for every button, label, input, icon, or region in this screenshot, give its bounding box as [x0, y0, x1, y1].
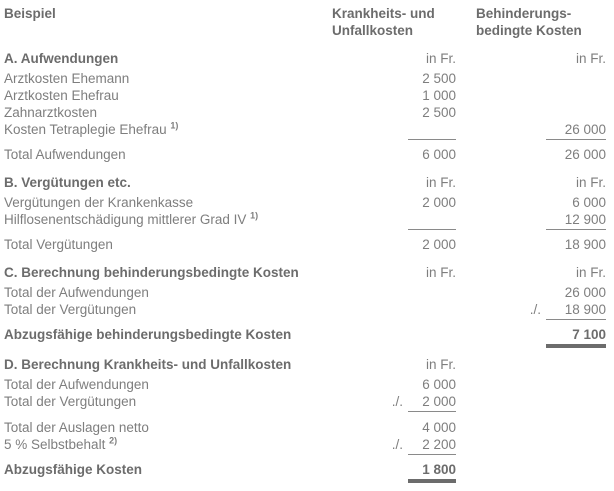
section — [4, 174, 606, 253]
total-label-cell — [4, 236, 332, 253]
row-label-cell — [4, 284, 332, 301]
row-label: Total der Vergütungen — [4, 394, 137, 409]
table-row — [4, 284, 606, 301]
value-cell-col1 — [332, 376, 456, 393]
value-cell-col2 — [456, 284, 606, 301]
value-cell-col1 — [332, 87, 456, 104]
section-heading-row — [4, 50, 606, 67]
row-label: Zahnarztkosten — [4, 105, 98, 120]
value-cell-col1 — [332, 121, 456, 140]
value-col1: 1 000 — [422, 88, 456, 103]
unit-cell-col2 — [456, 174, 606, 191]
footnote-ref: 2) — [109, 435, 118, 446]
value-col2: 18 900 — [546, 301, 606, 320]
value-col2: 6 000 — [572, 195, 606, 210]
total-row — [4, 236, 606, 253]
footnote-ref: 1) — [250, 210, 259, 221]
table-row — [4, 121, 606, 140]
value-col2: 26 000 — [564, 285, 606, 300]
value-cell-col1 — [332, 104, 456, 121]
row-label-cell — [4, 211, 332, 228]
table-row — [4, 211, 606, 230]
table-header-row — [4, 5, 606, 39]
section-heading: B. Vergütungen etc. — [4, 175, 131, 190]
value-col2: 26 000 — [564, 147, 606, 162]
minus-sign: ./. — [391, 437, 403, 452]
row-label: Kosten Tetraplegie Ehefrau — [4, 122, 167, 137]
section-heading: D. Berechnung Krankheits- und Unfallkosten — [4, 357, 292, 372]
value-col2: 18 900 — [564, 237, 606, 252]
value-col1: 6 000 — [422, 147, 456, 162]
minus-sign: ./. — [391, 394, 403, 409]
value-col2: 12 900 — [546, 211, 606, 230]
column-header-line: Behinderungs- — [476, 6, 572, 21]
unit-label: in Fr. — [575, 265, 606, 280]
column-header-krankheits-unfallkosten — [332, 5, 456, 39]
unit-cell-col2 — [456, 50, 606, 67]
unit-label: in Fr. — [425, 175, 456, 190]
unit-label: in Fr. — [425, 51, 456, 66]
section-heading-row — [4, 264, 606, 281]
value-col2: 7 100 — [546, 326, 606, 345]
column-header-beispiel: Beispiel — [4, 6, 56, 21]
total-label: Total Vergütungen — [4, 237, 113, 252]
table-row — [4, 393, 606, 412]
table-row — [4, 436, 606, 455]
value-col1: 1 800 — [408, 461, 456, 480]
value-cell-col1 — [332, 436, 456, 455]
row-label-cell — [4, 87, 332, 104]
value-col1: 2 500 — [422, 105, 456, 120]
row-label-cell — [4, 104, 332, 121]
row-label-cell — [4, 376, 332, 393]
value-cell-col2 — [456, 211, 606, 230]
table-row — [4, 376, 606, 393]
value-col1: 4 000 — [422, 420, 456, 435]
footnote-ref: 1) — [170, 120, 179, 131]
row-label-cell — [4, 194, 332, 211]
value-col1: 6 000 — [422, 377, 456, 392]
value-col1: 2 000 — [422, 195, 456, 210]
total-label-cell — [4, 146, 332, 163]
value-cell-col2 — [456, 236, 606, 253]
value-cell-col1 — [332, 146, 456, 163]
row-label: Total der Aufwendungen — [4, 377, 149, 392]
row-label: Arztkosten Ehemann — [4, 71, 130, 86]
value-cell-col1 — [332, 236, 456, 253]
total-row — [4, 326, 606, 345]
row-label-cell — [4, 436, 332, 453]
section-heading-row — [4, 174, 606, 191]
column-header-line: bedingte Kosten — [476, 23, 582, 38]
value-cell-col2 — [456, 146, 606, 163]
table-row — [4, 194, 606, 211]
row-label: 5 % Selbstbehalt — [4, 437, 106, 452]
row-label-cell — [4, 121, 332, 138]
table-row — [4, 70, 606, 87]
value-cell-col1 — [332, 419, 456, 436]
row-label: Total der Aufwendungen — [4, 285, 149, 300]
column-header-line: Unfallkosten — [332, 23, 414, 38]
row-label: Hilflosenentschädigung mittlerer Grad IV — [4, 212, 247, 227]
total-label: Total Aufwendungen — [4, 147, 126, 162]
unit-label: in Fr. — [575, 175, 606, 190]
unit-cell-col2 — [456, 264, 606, 281]
value-col1: 2 500 — [422, 71, 456, 86]
unit-cell-col1 — [332, 356, 456, 373]
value-col1: 2 200 — [408, 436, 456, 455]
section-heading-row — [4, 356, 606, 373]
column-header-line: Krankheits- und — [332, 6, 435, 21]
row-label: Total der Vergütungen — [4, 302, 137, 317]
section-heading: C. Berechnung behinderungsbedingte Kosten — [4, 265, 299, 280]
total-label-cell — [4, 326, 332, 343]
unit-label: in Fr. — [575, 51, 606, 66]
unit-label: in Fr. — [425, 357, 456, 372]
section — [4, 50, 606, 163]
row-label: Arztkosten Ehefrau — [4, 88, 119, 103]
row-label-cell — [4, 393, 332, 410]
value-cell-col2 — [456, 194, 606, 211]
total-row — [4, 461, 606, 480]
value-cell-col2 — [456, 121, 606, 140]
value-cell-col2 — [456, 301, 606, 320]
value-col1: 2 000 — [422, 237, 456, 252]
total-label: Abzugsfähige behinderungsbedingte Kosten — [4, 327, 292, 342]
total-label: Abzugsfähige Kosten — [4, 462, 143, 477]
total-row — [4, 146, 606, 163]
section-heading: A. Aufwendungen — [4, 51, 119, 66]
row-label: Vergütungen der Krankenkasse — [4, 195, 194, 210]
value-cell-col2 — [456, 326, 606, 345]
row-label-cell — [4, 70, 332, 87]
unit-cell-col1 — [332, 174, 456, 191]
unit-cell-col1 — [332, 50, 456, 67]
minus-sign: ./. — [529, 302, 541, 317]
column-header-behinderungsbedingte-kosten — [456, 5, 606, 39]
value-col2: 26 000 — [546, 121, 606, 140]
value-cell-col1 — [332, 70, 456, 87]
unit-label: in Fr. — [425, 265, 456, 280]
table-body — [4, 50, 606, 480]
unit-cell-col1 — [332, 264, 456, 281]
table-row — [4, 104, 606, 121]
row-label: Total der Auslagen netto — [4, 420, 149, 435]
value-cell-col1 — [332, 194, 456, 211]
table-row — [4, 87, 606, 104]
row-label-cell — [4, 419, 332, 436]
total-label-cell — [4, 461, 332, 478]
value-cell-col1 — [332, 393, 456, 412]
section — [4, 264, 606, 345]
table-row — [4, 419, 606, 436]
value-cell-col1 — [332, 461, 456, 480]
value-cell-col1 — [332, 211, 456, 230]
table-row — [4, 301, 606, 320]
value-col1: 2 000 — [408, 393, 456, 412]
section — [4, 356, 606, 480]
row-label-cell — [4, 301, 332, 318]
value-col1 — [408, 211, 456, 230]
value-col1 — [408, 121, 456, 140]
